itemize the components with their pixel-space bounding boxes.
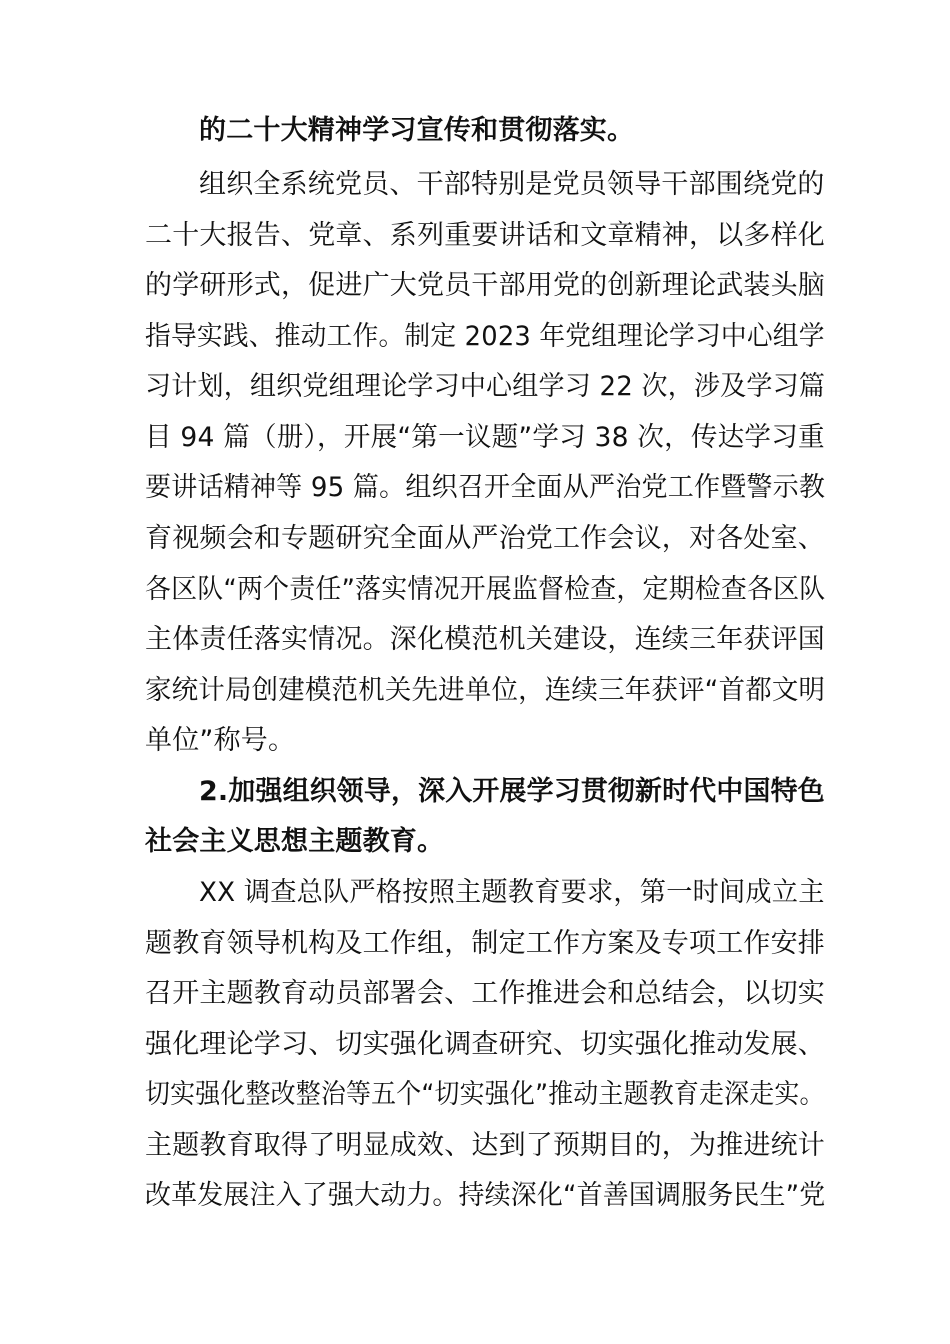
- paragraph-line: 切实强化整改整治等五个“切实强化”推动主题教育走深走实。: [145, 1079, 825, 1110]
- paragraph-line: 的学研形式，促进广大党员干部用党的创新理论武装头脑: [145, 270, 825, 301]
- paragraph-line: 主体责任落实情况。深化模范机关建设，连续三年获评国: [145, 624, 825, 655]
- paragraph-line: 育视频会和专题研究全面从严治党工作会议，对各处室、: [145, 523, 825, 554]
- paragraph-line: 要讲话精神等 95 篇。组织召开全面从严治党工作暨警示教: [145, 472, 826, 503]
- paragraph-line: 各区队“两个责任”落实情况开展监督检查，定期检查各区队: [145, 574, 826, 605]
- paragraph-line: 指导实践、推动工作。制定 2023 年党组理论学习中心组学: [145, 321, 825, 352]
- paragraph-line: 题教育领导机构及工作组，制定工作方案及专项工作安排: [145, 928, 825, 959]
- paragraph-line: 组织全系统党员、干部特别是党员领导干部围绕党的: [199, 169, 825, 200]
- section-heading: 2.加强组织领导，深入开展学习贯彻新时代中国特色: [199, 776, 825, 807]
- paragraph-line: 习计划，组织党组理论学习中心组学习 22 次，涉及学习篇: [145, 371, 826, 402]
- paragraph-line: 主题教育取得了明显成效、达到了预期目的，为推进统计: [145, 1130, 825, 1161]
- paragraph-line: 强化理论学习、切实强化调查研究、切实强化推动发展、: [145, 1029, 825, 1060]
- section-heading: 社会主义思想主题教育。: [145, 826, 445, 857]
- paragraph-line: 二十大报告、党章、系列重要讲话和文章精神，以多样化: [145, 220, 825, 251]
- paragraph-line: 召开主题教育动员部署会、工作推进会和总结会，以切实: [145, 978, 825, 1009]
- paragraph-line: 单位”称号。: [145, 725, 296, 756]
- paragraph-line: XX 调查总队严格按照主题教育要求，第一时间成立主: [199, 877, 825, 908]
- paragraph-line: 目 94 篇（册），开展“第一议题”学习 38 次，传达学习重: [145, 422, 825, 453]
- paragraph-line: 改革发展注入了强大动力。持续深化“首善国调服务民生”党: [145, 1180, 826, 1211]
- section-heading-continuation: 的二十大精神学习宣传和贯彻落实。: [199, 115, 635, 146]
- paragraph-line: 家统计局创建模范机关先进单位，连续三年获评“首都文明: [145, 675, 826, 706]
